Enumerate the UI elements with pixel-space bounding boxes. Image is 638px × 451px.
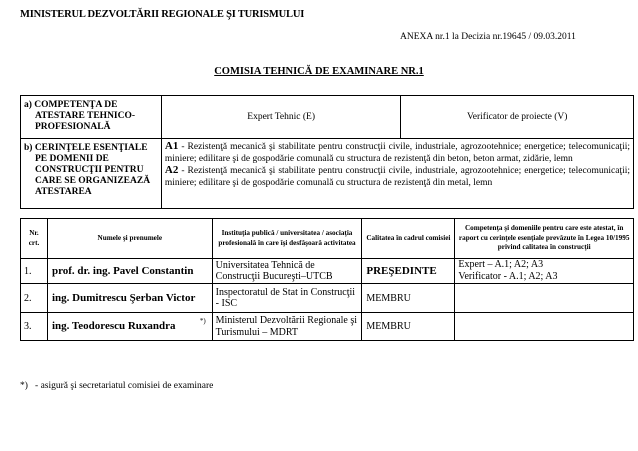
member-quality: MEMBRU — [362, 284, 455, 313]
members-table — [20, 218, 634, 341]
member-name: ing. Dumitrescu Şerban Victor — [47, 284, 212, 313]
footnote-mark: *) — [20, 381, 28, 391]
domain-a1: A1 - Rezistenţă mecanică şi stabilitate pentru construcţii civile, industriale, agrozootehnice; energetice; telecomunicaţii; miniere; edilitare şi de gospodărie comunală cu structura de rezistenţă din beton, beton armat, zidărie, lemn — [164, 140, 630, 164]
ministry-name: MINISTERUL DEZVOLTĂRII REGIONALE ŞI TURISMULUI — [20, 9, 305, 20]
expert-header: Expert Tehnic (E) — [161, 96, 401, 139]
verifier-header: Verificator de proiecte (V) — [401, 96, 634, 139]
criteria-table — [20, 95, 634, 209]
domain-a2: A2 - Rezistenţă mecanică şi stabilitate pentru construcţii civile, industriale, agrozootehnice; energetice; telecomunicaţii; miniere; edilitare şi de gospodărie comunală cu structura de rezistenţă din metal, lemn — [164, 164, 630, 188]
member-competence: Expert – A.1; A2; A3 Verificator - A.1; A2; A3 — [455, 259, 634, 284]
row-number: 1. — [21, 259, 48, 284]
members-header-row — [21, 219, 634, 259]
annex-reference: ANEXA nr.1 la Decizia nr.19645 / 09.03.2011 — [400, 32, 576, 42]
commission-title: COMISIA TEHNICĂ DE EXAMINARE NR.1 — [214, 66, 424, 77]
member-competence — [455, 313, 634, 341]
row-number: 2. — [21, 284, 48, 313]
header-institution: Instituţia publică / universitatea / asociaţia profesională în care îşi desfăşoară activitatea — [212, 219, 362, 259]
member-name: ing. Teodorescu Ruxandra *) — [47, 313, 212, 341]
member-quality: PREŞEDINTE — [362, 259, 455, 284]
member-institution: Ministerul Dezvoltării Regionale şi Turismului – MDRT — [212, 313, 362, 341]
competence-label: a) COMPETENŢA DE ATESTARE TEHNICO- PROFESIONALĂ — [21, 96, 162, 139]
footnote-text: - asigură şi secretariatul comisiei de examinare — [35, 381, 214, 391]
member-competence — [455, 284, 634, 313]
header-nr: Nr. crt. — [21, 219, 48, 259]
member-institution: Inspectoratul de Stat in Construcţii - ISC — [212, 284, 362, 313]
header-quality: Calitatea în cadrul comisiei — [362, 219, 455, 259]
row-number: 3. — [21, 313, 48, 341]
requirements-label: b) CERINŢELE ESENŢIALE PE DOMENII DE CONSTRUCŢII PENTRU CARE SE ORGANIZEAZĂ ATESTAREA — [21, 139, 162, 209]
table-row — [21, 284, 634, 313]
secretary-mark: *) — [199, 317, 206, 325]
member-quality: MEMBRU — [362, 313, 455, 341]
table-row — [21, 313, 634, 341]
footnote — [20, 381, 213, 391]
header-name: Numele şi prenumele — [47, 219, 212, 259]
header-competence: Competenţa şi domeniile pentru care este atestat, în raport cu cerinţele esenţiale prevăzute în Legea 10/1995 privind calitatea în construcţii — [455, 219, 634, 259]
requirements-domains — [161, 139, 633, 209]
table-row — [21, 259, 634, 284]
member-institution: Universitatea Tehnică de Construcţii Bucureşti–UTCB — [212, 259, 362, 284]
member-name: prof. dr. ing. Pavel Constantin — [47, 259, 212, 284]
